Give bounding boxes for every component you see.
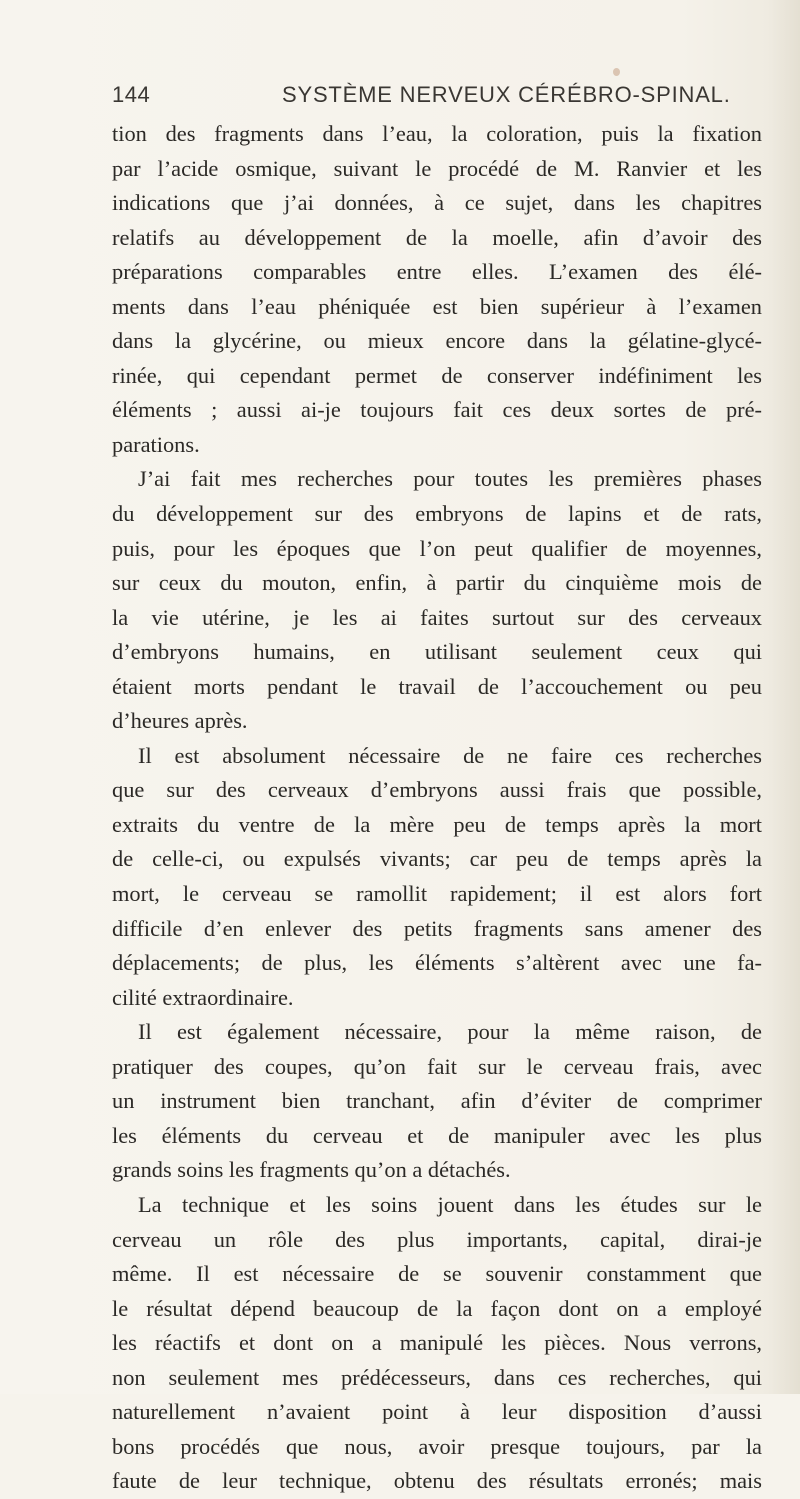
text-line: relatifs au développement de la moelle, afin d’avoir des <box>112 224 762 250</box>
text-line: éléments ; aussi ai-je toujours fait ces deux sortes de pré- <box>112 397 762 423</box>
text-line: les réactifs et dont on a manipulé les pièces. Nous verrons, <box>112 1330 762 1356</box>
text-line: bons procédés que nous, avoir presque toujours, par la <box>112 1433 762 1459</box>
page-number: 144 <box>112 82 151 107</box>
running-title: SYSTÈME NERVEUX CÉRÉBRO-SPINAL. <box>282 82 731 107</box>
text-line: indications que j’ai données, à ce sujet, dans les chapitres <box>112 190 762 216</box>
text-line: d’embryons humains, en utilisant seulement ceux qui <box>112 639 762 665</box>
body-text <box>112 117 762 1499</box>
text-line: le résultat dépend beaucoup de la façon dont on a employé <box>112 1295 762 1321</box>
text-line: la vie utérine, je les ai faites surtout sur des cerveaux <box>112 604 762 630</box>
text-line: puis, pour les époques que l’on peut qualifier de moyennes, <box>112 535 762 561</box>
text-line: tion des fragments dans l’eau, la coloration, puis la fixation <box>112 121 762 146</box>
text-line: mort, le cerveau se ramollit rapidement; il est alors fort <box>112 881 762 907</box>
text-line: cerveau un rôle des plus importants, capital, dirai-je <box>112 1226 762 1252</box>
text-line: naturellement n’avaient point à leur disposition d’aussi <box>112 1399 762 1425</box>
text-line: parations. <box>112 431 200 457</box>
text-line: étaient morts pendant le travail de l’accouchement ou peu <box>112 673 762 699</box>
text-line: pratiquer des coupes, qu’on fait sur le cerveau frais, avec <box>112 1053 762 1079</box>
text-line: grands soins les fragments qu’on a détachés. <box>112 1157 511 1183</box>
text-line: déplacements; de plus, les éléments s’altèrent avec une fa- <box>112 950 762 976</box>
text-line: non seulement mes prédécesseurs, dans ces recherches, qui <box>112 1364 762 1390</box>
text-line: du développement sur des embryons de lapins et de rats, <box>112 501 762 527</box>
text-line: Il est absolument nécessaire de ne faire ces recherches <box>138 742 762 768</box>
text-line: dans la glycérine, ou mieux encore dans la gélatine-glycé- <box>112 328 762 354</box>
text-line: J’ai fait mes recherches pour toutes les premières phases <box>138 466 762 492</box>
text-line: préparations comparables entre elles. L’examen des élé- <box>112 259 762 285</box>
text-line: Il est également nécessaire, pour la même raison, de <box>138 1019 762 1045</box>
text-line: d’heures après. <box>112 708 248 734</box>
text-line: par l’acide osmique, suivant le procédé de M. Ranvier et les <box>112 155 762 181</box>
text-line: La technique et les soins jouent dans les études sur le <box>138 1191 762 1217</box>
text-line: même. Il est nécessaire de se souvenir constamment que <box>112 1261 762 1287</box>
text-line: de celle-ci, ou expulsés vivants; car peu de temps après la <box>112 846 762 872</box>
text-line: difficile d’en enlever des petits fragments sans amener des <box>112 915 762 941</box>
text-line: rinée, qui cependant permet de conserver indéfiniment les <box>112 362 762 388</box>
text-line: cilité extraordinaire. <box>112 984 294 1010</box>
page-header <box>112 82 732 112</box>
text-line: ments dans l’eau phéniquée est bien supérieur à l’examen <box>112 293 762 319</box>
text-line: un instrument bien tranchant, afin d’éviter de comprimer <box>112 1088 762 1114</box>
text-line: extraits du ventre de la mère peu de temps après la mort <box>112 811 762 837</box>
text-line: les éléments du cerveau et de manipuler avec les plus <box>112 1122 762 1148</box>
text-line: que sur des cerveaux d’embryons aussi frais que possible, <box>112 777 762 803</box>
text-line: faute de leur technique, obtenu des résultats erronés; mais <box>112 1468 762 1494</box>
text-line: sur ceux du mouton, enfin, à partir du cinquième mois de <box>112 570 762 596</box>
paper-speck <box>613 68 620 76</box>
